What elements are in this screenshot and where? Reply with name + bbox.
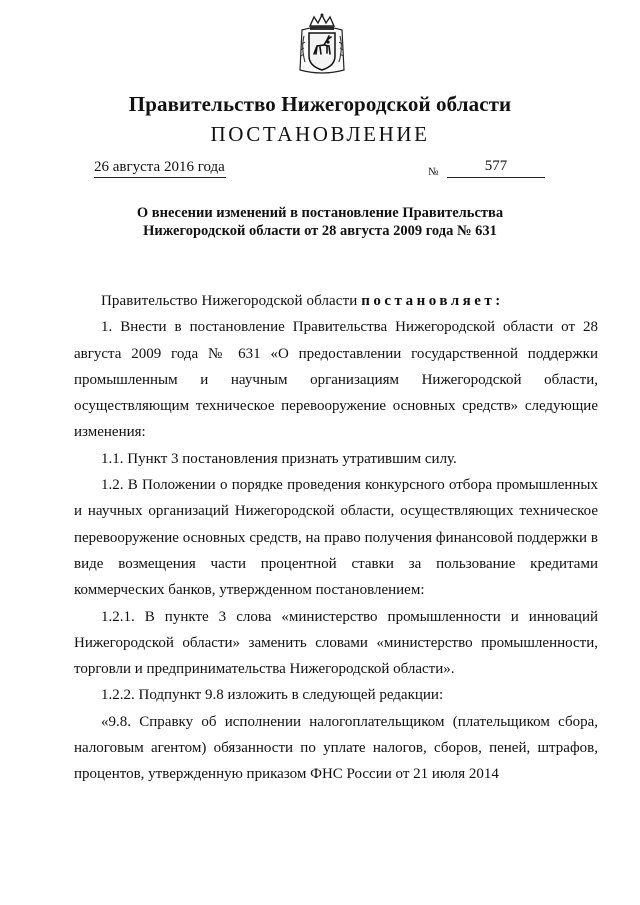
intro-paragraph (74, 288, 598, 314)
subject-line-2: Нижегородской области от 28 августа 2009 года № 631 (143, 223, 497, 239)
paragraph-1: 1. Внести в постановление Правительства Нижегородской области от 28 августа 2009 года № 631 «О предоставлении государственной поддержки промышленным и научным организациям Нижегородской области, осуществляющим техническое перевооружение основных средств» следующие изменения: (74, 319, 598, 441)
paragraph-1-2-2: 1.2.2. Подпункт 9.8 изложить в следующей редакции: (101, 687, 444, 704)
document-subject (100, 204, 540, 240)
document-number: 577 (484, 158, 508, 174)
paragraph-9-8: «9.8. Справку об исполнении налогоплательщиком (плательщиком сбора, налоговым агентом) обязанности по уплате налогов, сборов, пеней, штрафов, процентов, утвержденную приказом ФНС России от 21 июля 2014 (74, 713, 598, 783)
document-date: 26 августа 2016 года (94, 159, 225, 175)
intro-verb: постановляет: (361, 293, 504, 309)
number-underline (447, 177, 545, 178)
document-body (74, 288, 598, 788)
document-type-title: ПОСТАНОВЛЕНИЕ (210, 122, 430, 146)
paragraph-1-2: 1.2. В Положении о порядке проведения конкурсного отбора промышленных и научных организаций Нижегородской области, осуществляющих техническое перевооружение основных средств, на право получения финансовой поддержки в виде возмещения части процентной ставки за пользование кредитами коммерческих банков, утвержденном постановлением: (74, 477, 598, 599)
intro-prefix: Правительство Нижегородской области (101, 293, 358, 309)
government-title: Правительство Нижегородской области (128, 92, 512, 116)
date-underline (94, 177, 226, 178)
paragraph-1-1: 1.1. Пункт 3 постановления признать утратившим силу. (101, 450, 457, 467)
paragraph-1-2-1: 1.2.1. В пункте 3 слова «министерство промышленности и инноваций Нижегородской области» заменить словами «министерство промышленности, торговли и предпринимательства Нижегородской области». (74, 608, 598, 678)
coat-of-arms-emblem (296, 12, 348, 76)
subject-line-1: О внесении изменений в постановление Правительства (136, 205, 504, 221)
number-sign: № (428, 166, 439, 178)
